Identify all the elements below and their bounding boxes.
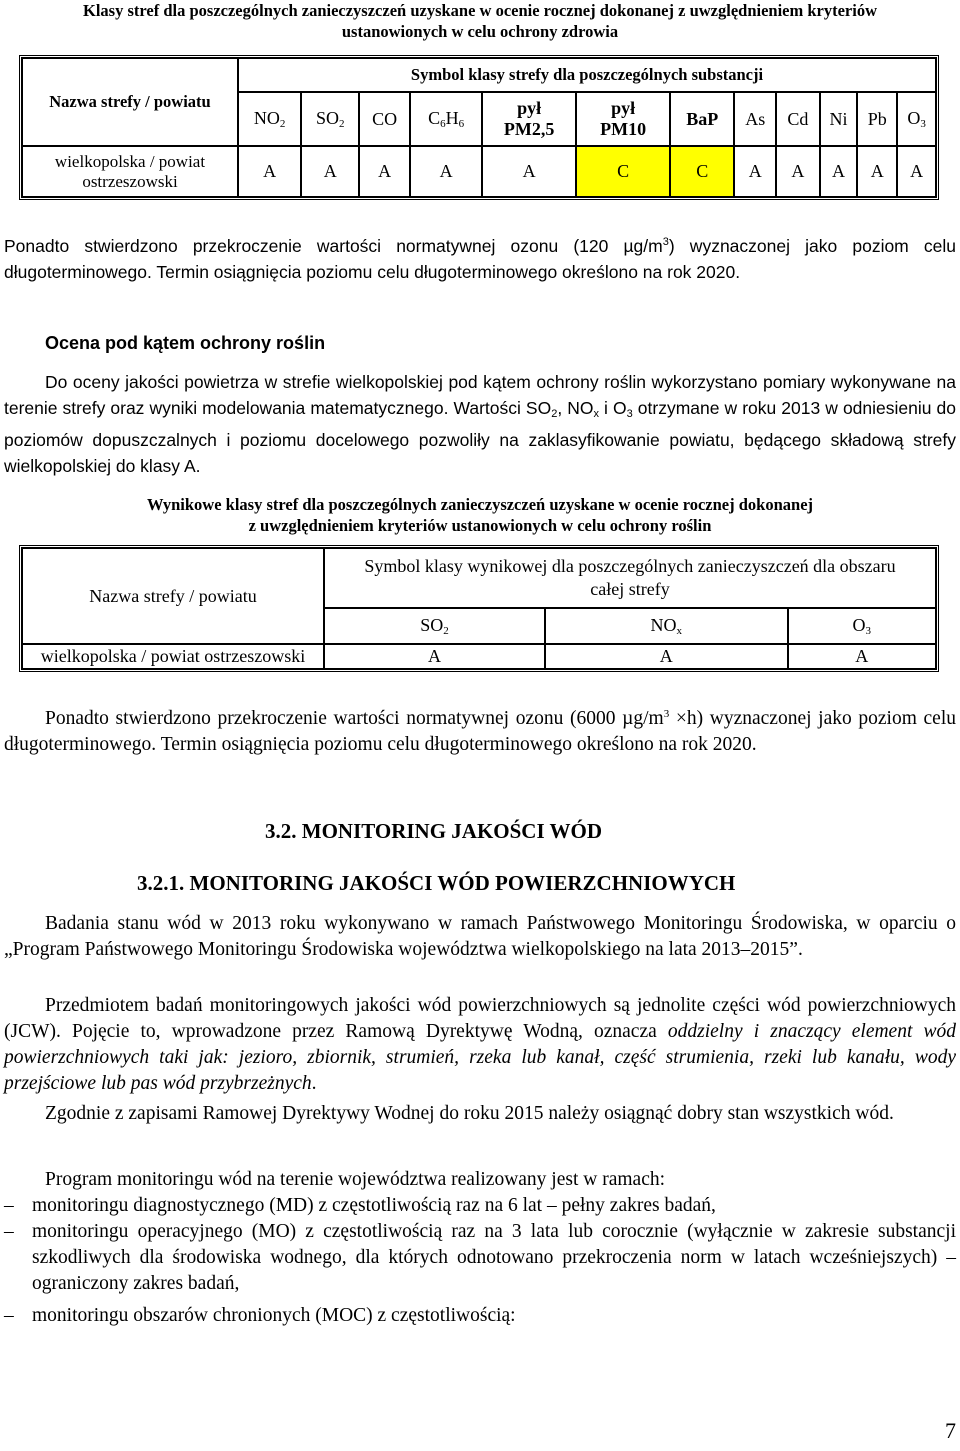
monitoring-basis-paragraph: Badania stanu wód w 2013 roku wykonywano w ramach Państwowego Monitoringu Środowiska, w oparciu o „Program Państwowego Monitoringu Środowiska województwa wielkopolskiego na lata 2013–2015”. xyxy=(4,913,956,960)
class-cell: A xyxy=(324,644,545,669)
list-item: – monitoringu diagnostycznego (MD) z częstotliwością raz na 6 lat – pełny zakres badań, xyxy=(4,1193,956,1219)
substance-o3: $O_3$ xyxy=(897,92,936,146)
substance-no2: $NO_2$ xyxy=(238,92,301,146)
class-cell: A xyxy=(734,146,776,197)
substance-pb: Pb xyxy=(857,92,897,146)
pollutant-o3: $O_3$ xyxy=(788,608,936,644)
substance-pm10: pył PM10 xyxy=(576,92,670,146)
ozone-aot-paragraph: Ponadto stwierdzono przekroczenie wartości normatywnej ozonu (6000 $\mu g/m^3 \times h$) wyznaczonej jako poziom celu długoterminowego. Termin osiągnięcia poziomu celu długoterminowego określono na rok 2020. xyxy=(4,708,957,755)
dash-bullet: – xyxy=(4,1195,14,1216)
class-cell: A xyxy=(301,146,359,197)
jcw-definition-paragraph: Przedmiotem badań monitoringowych jakości wód powierzchniowych są jednolite części wód powierzchniowych (JCW). Pojęcie to, wprowadzone przez Ramową Dyrektywę Wodną, oznacza oddzielny i znaczący element wód powierzchniowych taki jak: jezioro, zbiornik, strumień, rzeka lub kanał, część strumienia, rzeki lub kanału, wody przejściowe lub pas wód przybrzeżnych. xyxy=(4,995,956,1094)
result-group-header: Symbol klasy wynikowej dla poszczególnych zanieczyszczeń dla obszaru całej strefy xyxy=(324,548,936,608)
table2-caption-line2: z uwzględnieniem kryteriów ustanowionych w celu ochrony roślin xyxy=(248,516,712,535)
table1-caption-line1: Klasy stref dla poszczególnych zanieczyszczeń uzyskane w ocenie rocznej dokonanej z uwzględnieniem kryteriów xyxy=(82,1,878,20)
substance-bap: BaP xyxy=(670,92,734,146)
substance-c6h6: $C_6H_6$ xyxy=(410,92,482,146)
substance-ni: Ni xyxy=(820,92,858,146)
table2-caption xyxy=(0,494,960,536)
section-heading-3-2: 3.2. MONITORING JAKOŚCI WÓD xyxy=(265,819,603,843)
dash-bullet: – xyxy=(4,1305,14,1326)
plant-assessment-paragraph: Do oceny jakości powietrza w strefie wielkopolskiej pod kątem ochrony roślin wykorzystano pomiary wykonywane na terenie strefy oraz wyniki modelowania matematycznego. Wartości $SO_2$, $NO_x$ i $O_3$ otrzymane w roku 2013 w odniesieniu do poziomów dopuszczalnych i poziomu docelowego pozwoliły na zaklasyfikowanie powiatu, będącego składową strefy wielkopolskiej do klasy A. xyxy=(4,372,956,476)
program-intro-paragraph: Program monitoringu wód na terenie województwa realizowany jest w ramach: xyxy=(45,1169,666,1190)
pollutant-nox: $NO_x$ xyxy=(545,608,788,644)
health-classification-table xyxy=(19,55,939,200)
wfd-goal-paragraph: Zgodnie z zapisami Ramowej Dyrektywy Wodnej do roku 2015 należy osiągnąć dobry stan wszystkich wód. xyxy=(45,1103,894,1124)
class-cell: A xyxy=(788,644,936,669)
class-cell: A xyxy=(410,146,482,197)
ozone-exceedance-paragraph: Ponadto stwierdzono przekroczenie wartości normatywnej ozonu (120 $\mu g/m^3$) wyznaczonej jako poziom celu długoterminowego. Termin osiągnięcia poziomu celu długoterminowego określono na rok 2020. xyxy=(4,236,956,282)
substance-pm25: pył PM2,5 xyxy=(482,92,576,146)
zone-name-cell: wielkopolska / powiat ostrzeszowski xyxy=(22,644,324,669)
list-item: – monitoringu obszarów chronionych (MOC) z częstotliwością: xyxy=(4,1303,956,1329)
class-cell: A xyxy=(545,644,788,669)
class-cell: A xyxy=(820,146,858,197)
table1-caption xyxy=(0,0,960,42)
class-cell-highlighted: C xyxy=(576,146,670,197)
substance-cd: Cd xyxy=(776,92,820,146)
class-cell: A xyxy=(238,146,301,197)
dash-bullet: – xyxy=(4,1221,14,1242)
class-cell: A xyxy=(359,146,410,197)
section-heading-3-2-1: 3.2.1. MONITORING JAKOŚCI WÓD POWIERZCHNIOWYCH xyxy=(137,871,736,895)
class-cell: A xyxy=(776,146,820,197)
table1-caption-line2: ustanowionych w celu ochrony zdrowia xyxy=(341,22,619,41)
substance-group-header: Symbol klasy strefy dla poszczególnych substancji xyxy=(238,58,936,92)
zone-name-header: Nazwa strefy / powiatu xyxy=(22,548,324,644)
class-cell-highlighted: C xyxy=(670,146,734,197)
class-cell: A xyxy=(897,146,936,197)
substance-so2: $SO_2$ xyxy=(301,92,359,146)
class-cell: A xyxy=(857,146,897,197)
substance-co: CO xyxy=(359,92,410,146)
plant-protection-heading: Ocena pod kątem ochrony roślin xyxy=(45,333,326,353)
plant-classification-table xyxy=(19,545,939,672)
list-item: – monitoringu operacyjnego (MO) z częstotliwością raz na 3 lata lub corocznie (wyłącznie w zakresie substancji szkodliwych dla środowiska wodnego, dla których odnotowano przekroczenia norm w latach wcześniejszych) – ograniczony zakres badań, xyxy=(4,1221,956,1294)
page-number: 7 xyxy=(945,1418,956,1443)
zone-name-header: Nazwa strefy / powiatu xyxy=(22,58,238,146)
substance-as: As xyxy=(734,92,776,146)
class-cell: A xyxy=(482,146,576,197)
pollutant-so2: $SO_2$ xyxy=(324,608,545,644)
zone-name-cell: wielkopolska / powiat ostrzeszowski xyxy=(22,146,238,197)
table2-caption-line1: Wynikowe klasy stref dla poszczególnych zanieczyszczeń uzyskane w ocenie rocznej dokonanej xyxy=(146,495,814,514)
